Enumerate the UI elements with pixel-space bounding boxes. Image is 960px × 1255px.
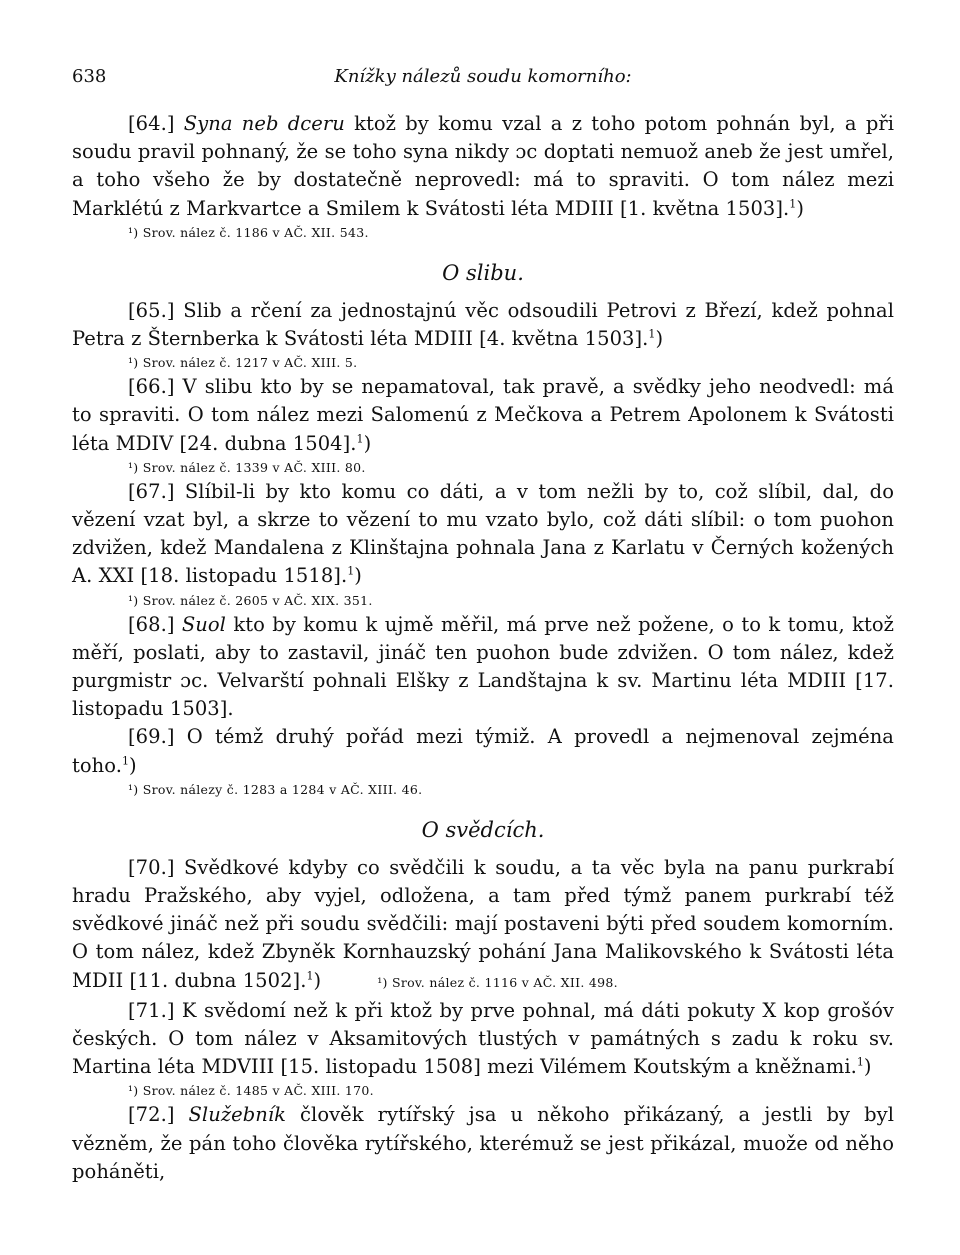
paragraph-number: [65.]	[128, 298, 175, 322]
paragraph-text: Slíbil-li by kto komu co dáti, a v tom nežli by to, což slíbil, dal, do vězení vzat byl, a skrze to vězení to mu vzato bylo, což dáti slíbil: o tom puohon zdvižen, kdež Mandalena z Klinštajna pohnala Jana z Karlatu v Černých kožených A. XXI [18. listopadu 1518].	[72, 479, 894, 588]
paragraph-66	[72, 373, 894, 458]
footnote-paren: )	[363, 431, 372, 455]
lemma: Suol	[181, 612, 226, 636]
paragraph-number: [68.]	[128, 612, 175, 636]
footnote-ref: 1	[347, 564, 355, 578]
paragraph-text: Svědkové kdyby co svědčili k soudu, a ta věc byla na panu purkrabí hradu Pražského, aby vyjel, odložena, a tam před týmž panem purkrabí též svědkové jináč než při soudu svědčili: mají postaveni býti před soudem komorním. O tom nález, kdež Zbyněk Kornhauzský pohání Jana Malikovského k Svátosti léta MDII [11. dubna 1502].	[72, 855, 894, 992]
footnote-paren: )	[354, 564, 362, 588]
footnote-67: ¹) Srov. nález č. 2605 v AČ. XIX. 351.	[128, 592, 373, 608]
running-title: Knížky nálezů soudu komorního:	[334, 66, 632, 87]
paragraph-text: člověk rytířský jsa u někoho přikázaný, a jestli by byl vězněm, že pán toho člověka rytířského, kterémuž se jest přikázal, muože od něho poháněti,	[72, 1103, 894, 1183]
lemma: Služebník	[188, 1103, 287, 1127]
footnote-69: ¹) Srov. nálezy č. 1283 a 1284 v AČ. XIII. 46.	[128, 781, 423, 797]
paragraph-67	[72, 478, 894, 591]
footnote-71: ¹) Srov. nález č. 1485 v AČ. XIII. 170.	[128, 1083, 374, 1099]
paragraph-69	[72, 723, 894, 779]
paragraph-text: ktož by komu vzal a z toho potom pohnán byl, a při soudu pravil pohnaný, že se toho syna nikdy ɔc doptati nemuož aneb že jest umřel, a toho všeho že by dostatečně neprovedl: má to spraviti. O tom nález mezi Marklétú z Markvartce a Smilem k Svátosti léta MDIII [1. května 1503].	[72, 112, 895, 220]
paragraph-71	[72, 997, 894, 1082]
paragraph-text: K svědomí než k při ktož by prve pohnal, má dáti pokuty X kop grošóv českých. O tom nález v Aksamitových tlustých v památných s zadu k roku sv. Martina léta MDVIII [15. listopadu 1508] mezi Vilémem Koutským a kněžnami.	[72, 998, 894, 1079]
footnote-paren: )	[655, 327, 664, 351]
footnote-paren: )	[313, 968, 322, 992]
paragraph-text: kto by komu k ujmě měřil, má prve než požene, o to k tomu, ktož měří, poslati, aby to zastavil, jináč ten puohon bude zdvižen. O tom nález, kdež purgmistr ɔc. Velvarští pohnali Elšky z Landštajna k sv. Martinu léta MDIII [17. listopadu 1503].	[72, 612, 894, 721]
paragraph-text: Slib a rčení za jednostajnú věc odsoudili Petrovi z Březí, kdež pohnal Petra z Šternberka k Svátosti léta MDIII [4. května 1503].	[72, 298, 894, 351]
footnote-paren: )	[863, 1055, 872, 1079]
footnote-ref: 1	[789, 197, 797, 211]
footnote-ref: 1	[121, 754, 130, 768]
section-title-slibu: O slibu.	[442, 260, 524, 285]
page-number: 638	[72, 66, 107, 87]
section-title-svedcich: O svědcích.	[421, 817, 545, 842]
paragraph-text: O témž druhý pořád mezi týmiž. A provedl a nejmenoval zejména toho.	[72, 725, 894, 777]
paragraph-68	[72, 611, 894, 724]
paragraph-number: [70.]	[128, 855, 175, 879]
footnote-65: ¹) Srov. nález č. 1217 v AČ. XIII. 5.	[128, 355, 358, 371]
footnote-64: ¹) Srov. nález č. 1186 v AČ. XII. 543.	[128, 224, 369, 240]
paragraph-70	[72, 854, 894, 997]
paragraph-65	[72, 297, 894, 353]
footnote-paren: )	[796, 196, 805, 220]
paragraph-text: V slibu kto by se nepamatoval, tak pravě, a svědky jeho neodvedl: má to spraviti. O tom nález mezi Salomenú z Mečkova a Petrem Apolonem k Svátosti léta MDIV [24. dubna 1504].	[72, 375, 894, 455]
paragraph-number: [67.]	[128, 479, 175, 503]
footnote-ref: 1	[356, 432, 364, 446]
footnote-70: ¹) Srov. nález č. 1116 v AČ. XII. 498.	[377, 974, 618, 990]
footnote-paren: )	[129, 753, 137, 777]
footnote-ref: 1	[306, 969, 314, 983]
paragraph-64	[72, 110, 894, 223]
footnote-66: ¹) Srov. nález č. 1339 v AČ. XIII. 80.	[128, 459, 366, 475]
document-page	[72, 66, 894, 1186]
footnote-ref: 1	[648, 327, 656, 341]
paragraph-number: [69.]	[128, 725, 175, 749]
paragraph-72	[72, 1101, 894, 1186]
paragraph-number: [64.]	[128, 112, 175, 135]
paragraph-number: [66.]	[128, 375, 175, 399]
page-header	[72, 66, 894, 96]
paragraph-number: [72.]	[128, 1103, 175, 1127]
footnote-ref: 1	[856, 1055, 864, 1069]
lemma: Syna neb dceru	[183, 112, 345, 135]
paragraph-number: [71.]	[128, 998, 175, 1022]
